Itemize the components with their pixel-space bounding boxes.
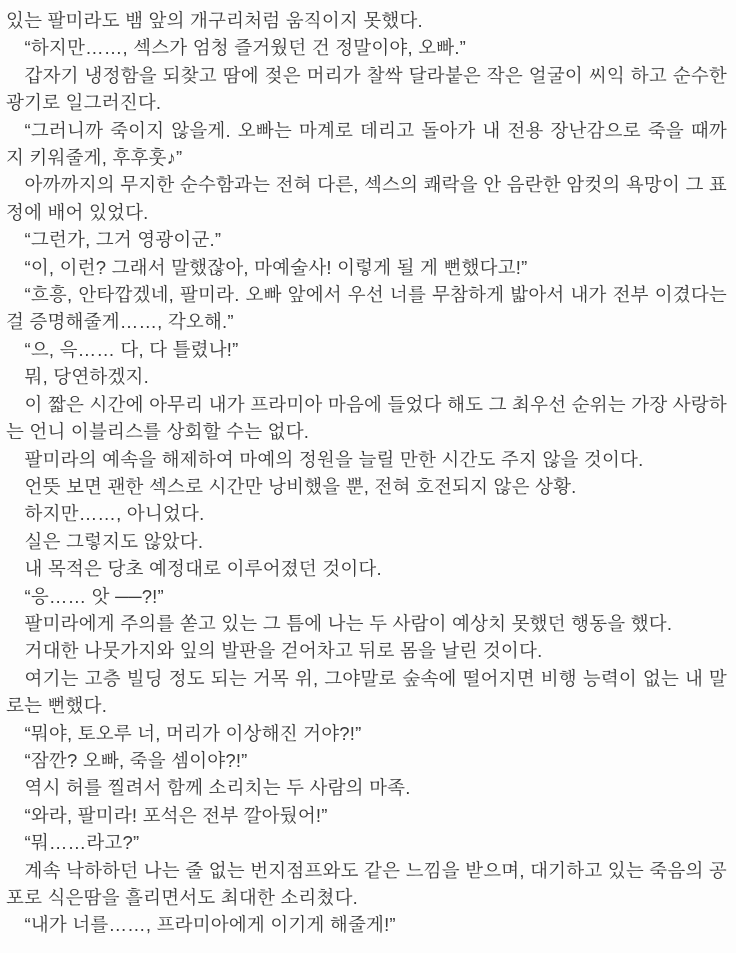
paragraph: “그러니까 죽이지 않을게. 오빠는 마계로 데리고 돌아가 내 전용 장난감으로 죽을 때까지 키워줄게, 후후훗♪” xyxy=(6,119,727,169)
paragraph: “이, 이런? 그래서 말했잖아, 마예술사! 이렇게 될 게 뻔했다고!” xyxy=(24,256,528,278)
paragraph: “내가 너를……, 프라미아에게 이기게 해줄게!” xyxy=(24,914,396,936)
paragraph: “으, 윽…… 다, 다 틀렸나!” xyxy=(24,338,239,360)
paragraph: 팔미라의 예속을 해제하여 마예의 정원을 늘릴 만한 시간도 주지 않을 것이다. xyxy=(24,448,644,470)
paragraph: “그런가, 그거 영광이군.” xyxy=(24,229,222,251)
paragraph: 아까까지의 무지한 순수함과는 전혀 다른, 섹스의 쾌락을 안 음란한 암컷의 욕망이 그 표정에 배어 있었다. xyxy=(6,174,727,223)
paragraph: 팔미라에게 주의를 쏟고 있는 그 틈에 나는 두 사람이 예상치 못했던 행동을 했다. xyxy=(24,612,673,634)
paragraph: 내 목적은 당초 예정대로 이루어졌던 것이다. xyxy=(24,558,382,580)
paragraph: 실은 그렇지도 않았다. xyxy=(24,530,204,552)
paragraph: “뭐……라고?” xyxy=(24,832,140,854)
paragraph: “와라, 팔미라! 포석은 전부 깔아뒀어!” xyxy=(24,804,328,826)
paragraph: 하지만……, 아니었다. xyxy=(24,503,205,525)
paragraph: “잠깐? 오빠, 죽을 셈이야?!” xyxy=(24,749,248,771)
paragraph: 뭐, 당연하겠지. xyxy=(24,366,149,388)
paragraph: 거대한 나뭇가지와 잎의 발판을 걷어차고 뒤로 몸을 날린 것이다. xyxy=(24,640,543,662)
paragraph: “응…… 앗 ──?!” xyxy=(24,585,164,607)
paragraph: 이 짧은 시간에 아무리 내가 프라미아 마음에 들었다 해도 그 최우선 순위는 가장 사랑하는 언니 이블리스를 상회할 수는 없다. xyxy=(6,393,727,443)
paragraph: “하지만……, 섹스가 엄청 즐거웠던 건 정말이야, 오빠.” xyxy=(24,37,467,59)
paragraph: 있는 팔미라도 뱀 앞의 개구리처럼 움직이지 못했다. xyxy=(6,10,423,31)
text-body xyxy=(6,7,727,939)
paragraph: “흐흥, 안타깝겠네, 팔미라. 오빠 앞에서 우선 너를 무참하게 밟아서 내가 전부 이겼다는 걸 증명해줄게……, 각오해.” xyxy=(6,284,727,333)
paragraph: 계속 낙하하던 나는 줄 없는 번지점프와도 같은 느낌을 받으며, 대기하고 있는 죽음의 공포로 식은땀을 흘리면서도 최대한 소리쳤다. xyxy=(6,859,727,908)
paragraph: 언뜻 보면 괜한 섹스로 시간만 낭비했을 뿐, 전혀 호전되지 않은 상황. xyxy=(24,475,577,497)
paragraph: 여기는 고층 빌딩 정도 되는 거목 위, 그야말로 숲속에 떨어지면 비행 능력이 없는 내 말로는 뻔했다. xyxy=(6,667,727,717)
paragraph: 역시 허를 찔려서 함께 소리치는 두 사람의 마족. xyxy=(24,777,411,799)
paragraph: 갑자기 냉정함을 되찾고 땀에 젖은 머리가 찰싹 달라붙은 작은 얼굴이 씨익 하고 순수한 광기로 일그러진다. xyxy=(6,64,727,114)
paragraph: “뭐야, 토오루 너, 머리가 이상해진 거야?!” xyxy=(24,722,362,744)
